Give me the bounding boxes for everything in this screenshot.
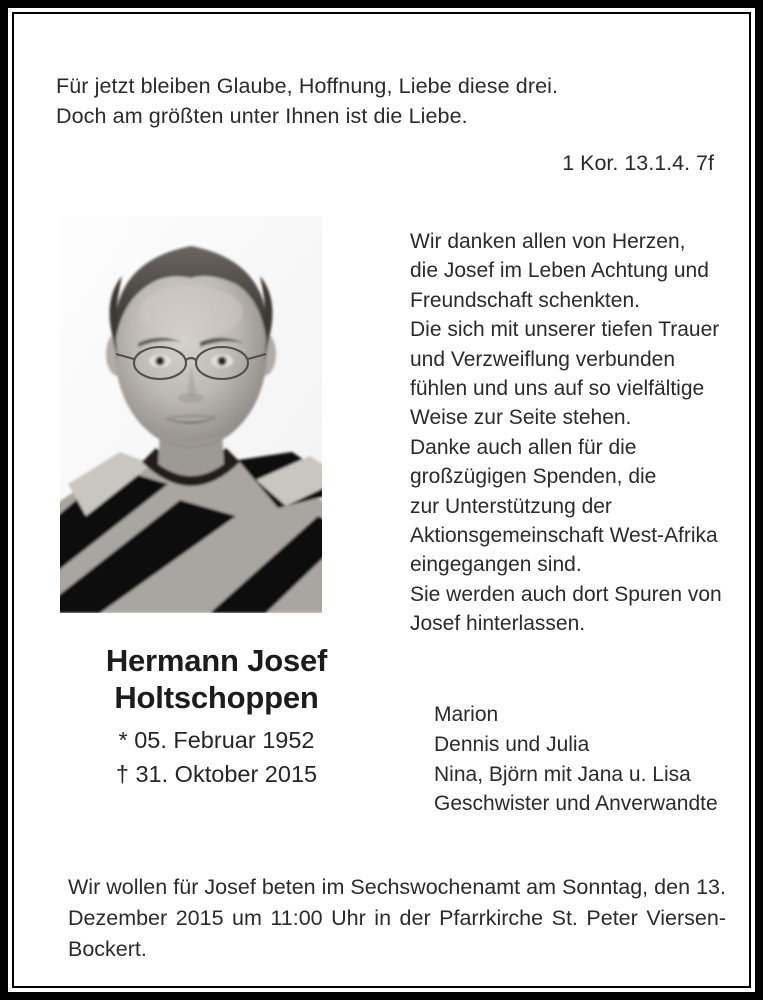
survivor-line: Nina, Björn mit Jana u. Lisa	[434, 762, 691, 786]
birth-date-line: * 05. Februar 1952	[118, 727, 315, 753]
thanks-line: Sie werden auch dort Spuren von	[410, 582, 722, 606]
thanks-line: und Verzweiflung verbunden	[410, 347, 676, 371]
scripture-quote	[56, 71, 707, 131]
thanks-line: eingegangen sind.	[410, 553, 582, 577]
survivor-line: Marion	[434, 703, 499, 726]
frame-gap	[8, 8, 755, 992]
deceased-surname: Holtschoppen	[114, 680, 319, 715]
notice-sheet	[14, 14, 749, 986]
thanks-line: Josef hinterlassen.	[410, 612, 586, 636]
service-notice-block	[68, 872, 726, 996]
survivors-block	[434, 700, 734, 819]
thanks-text-block	[410, 227, 735, 639]
frame-inner-rule	[12, 12, 751, 988]
survivor-line: Geschwister und Anverwandte	[434, 792, 718, 816]
thanks-line: Wir danken allen von Herzen,	[410, 230, 686, 253]
thanks-line: Freundschaft schenkten.	[410, 288, 640, 312]
deceased-name-block	[44, 642, 389, 790]
deceased-first-names: Hermann Josef	[105, 643, 328, 678]
thanks-line: Weise zur Seite stehen.	[410, 406, 632, 430]
portrait-illustration	[60, 216, 322, 613]
service-notice-text: Wir wollen für Josef beten im Sechswochenamt am Sonntag, den 13. Dezember 2015 um 11:00 Uhr in der Pfarrkirche St. Peter Viersen-Bockert.	[68, 875, 726, 961]
thanks-line: Danke auch allen für die	[410, 435, 637, 459]
thanks-line: Die sich mit unserer tiefen Trauer	[410, 318, 720, 342]
scripture-line-2: Doch am größten unter Ihnen ist die Liebe.	[56, 104, 468, 128]
thanks-line: zur Unterstützung der	[410, 494, 612, 518]
thanks-line: großzügigen Spenden, die	[410, 465, 657, 489]
survivor-line: Dennis und Julia	[434, 732, 590, 756]
scripture-line-1: Für jetzt bleiben Glaube, Hoffnung, Liebe diese drei.	[56, 74, 559, 98]
scripture-reference: 1 Kor. 13.1.4. 7f	[562, 151, 714, 175]
portrait-photo	[60, 216, 322, 613]
death-date-line: † 31. Oktober 2015	[115, 761, 318, 787]
thanks-line: fühlen und uns auf so vielfältige	[410, 377, 705, 401]
thanks-line: Aktionsgemeinschaft West-Afrika	[410, 524, 718, 548]
thanks-line: die Josef im Leben Achtung und	[410, 259, 709, 283]
